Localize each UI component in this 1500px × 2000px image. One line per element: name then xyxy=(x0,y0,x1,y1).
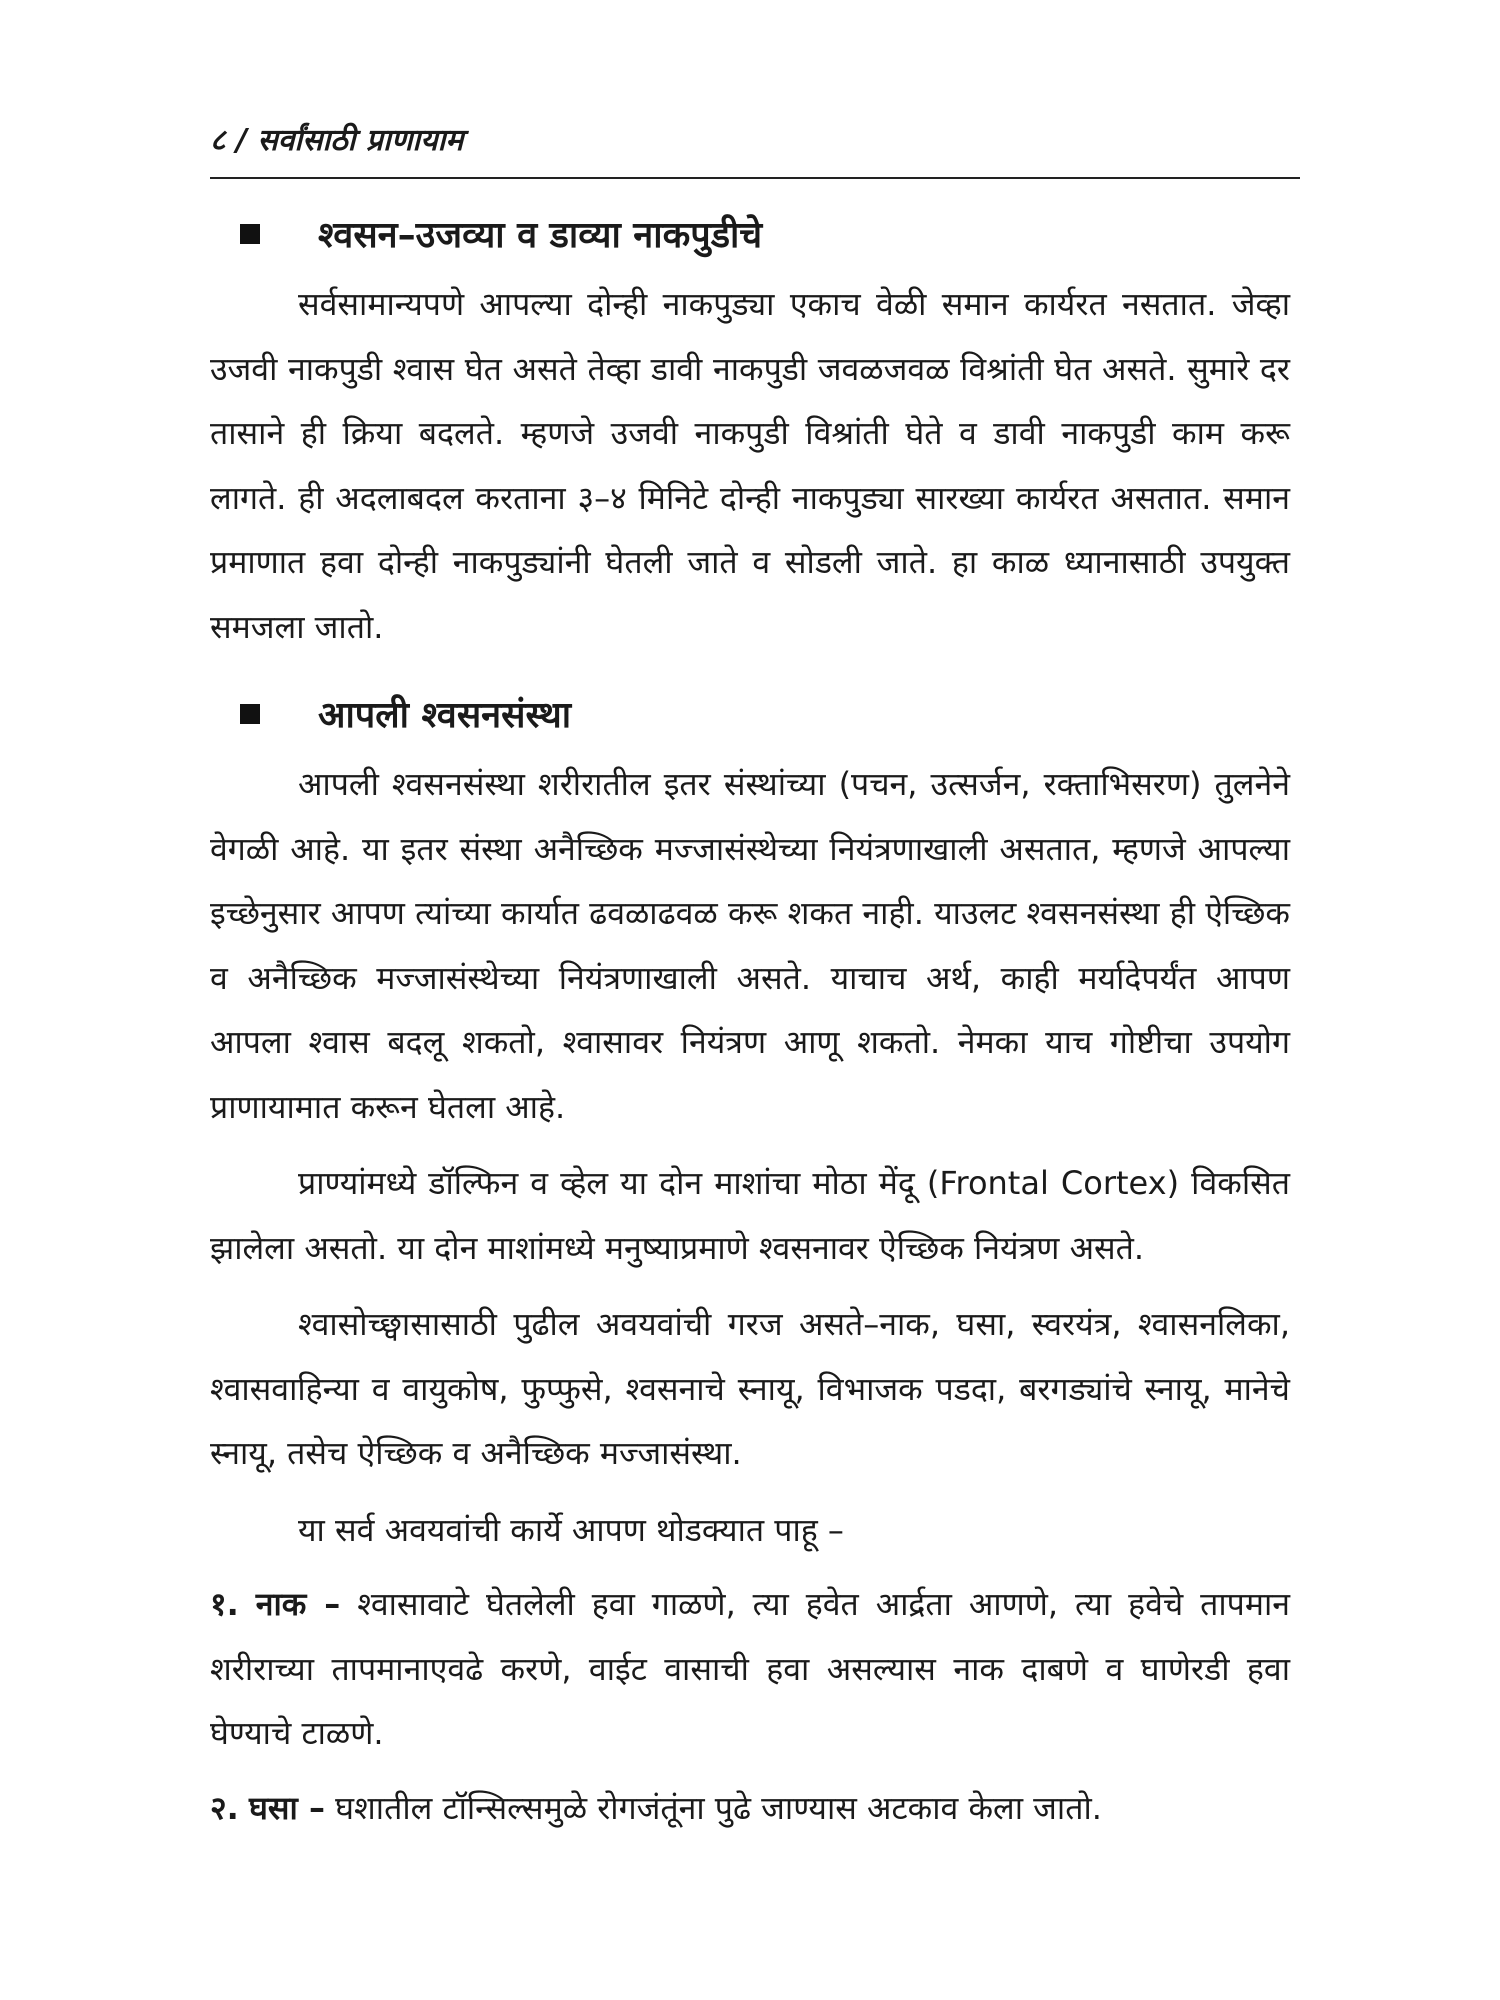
list-item-throat xyxy=(210,1776,1290,1841)
page-number: ८ xyxy=(210,123,226,158)
paragraph-nostril-breathing: सर्वसामान्यपणे आपल्या दोन्ही नाकपुड्या एकाच वेळी समान कार्यरत नसतात. जेव्हा उजवी नाकपुडी श्वास घेत असते तेव्हा डावी नाकपुडी जवळजवळ विश्रांती घेत असते. सुमारे दर तासाने ही क्रिया बदलते. म्हणजे उजवी नाकपुडी विश्रांती घेते व डावी नाकपुडी काम करू लागते. ही अदलाबदल करताना ३–४ मिनिटे दोन्ही नाकपुड्या सारख्या कार्यरत असतात. समान प्रमाणात हवा दोन्ही नाकपुड्यांनी घेतली जाते व सोडली जाते. हा काळ ध्यानासाठी उपयुक्त समजला जातो. xyxy=(210,285,1290,646)
item-term: घसा – xyxy=(248,1788,325,1827)
paragraph-organs-list: श्वासोच्छ्वासासाठी पुढील अवयवांची गरज असते–नाक, घसा, स्वरयंत्र, श्वासनलिका, श्वासवाहिन्या व वायुकोष, फुप्फुसे, श्वसनाचे स्नायू, विभाजक पडदा, बरगड्यांचे स्नायू, मानेचे स्नायू, तसेच ऐच्छिक व अनैच्छिक मज्जासंस्था. xyxy=(210,1305,1290,1472)
paragraph-dolphin-whale: प्राण्यांमध्ये डॉल्फिन व व्हेल या दोन माशांचा मोठा मेंदू (Frontal Cortex) विकसित झालेला असतो. या दोन माशांमध्ये मनुष्याप्रमाणे श्वसनावर ऐच्छिक नियंत्रण असते. xyxy=(210,1164,1290,1267)
section-heading-text: आपली श्वसनसंस्था xyxy=(318,695,572,736)
item-number: १. xyxy=(210,1585,239,1623)
section-heading-respiratory-system xyxy=(240,689,1290,738)
square-bullet-icon xyxy=(240,704,260,724)
square-bullet-icon xyxy=(240,224,260,244)
book-page xyxy=(210,118,1290,1840)
item-term: नाक – xyxy=(255,1585,341,1623)
paragraph-organs-intro: या सर्व अवयवांची कार्ये आपण थोडक्यात पाहू – xyxy=(298,1510,844,1549)
list-item-nose xyxy=(210,1572,1290,1766)
item-text: घशातील टॉन्सिल्समुळे रोगजंतूंना पुढे जाण्यास अटकाव केला जातो. xyxy=(335,1788,1102,1827)
item-number: २. xyxy=(210,1788,239,1827)
section-heading-nostril-breathing xyxy=(240,209,1290,258)
book-title: सर्वांसाठी प्राणायाम xyxy=(257,123,464,158)
paragraph-respiratory-system: आपली श्वसनसंस्था शरीरातील इतर संस्थांच्या (पचन, उत्सर्जन, रक्ताभिसरण) तुलनेने वेगळी आहे. या इतर संस्था अनैच्छिक मज्जासंस्थेच्या नियंत्रणाखाली असतात, म्हणजे आपल्या इच्छेनुसार आपण त्यांच्या कार्यात ढवळाढवळ करू शकत नाही. याउलट श्वसनसंस्था ही ऐच्छिक व अनैच्छिक मज्जासंस्थेच्या नियंत्रणाखाली असते. याचाच अर्थ, काही मर्यादेपर्यंत आपण आपला श्वास बदलू शकतो, श्वासावर नियंत्रण आणू शकतो. नेमका याच गोष्टीचा उपयोग प्राणायामात करून घेतला आहे. xyxy=(210,765,1290,1126)
header-separator: / xyxy=(236,123,258,158)
section-heading-text: श्वसन–उजव्या व डाव्या नाकपुडीचे xyxy=(318,215,763,256)
item-text: श्वासावाटे घेतलेली हवा गाळणे, त्या हवेत आर्द्रता आणणे, त्या हवेचे तापमान शरीराच्या तापमानाएवढे करणे, वाईट वासाची हवा असल्यास नाक दाबणे व घाणेरडी हवा घेण्याचे टाळणे. xyxy=(210,1585,1291,1752)
running-header xyxy=(210,118,1300,179)
